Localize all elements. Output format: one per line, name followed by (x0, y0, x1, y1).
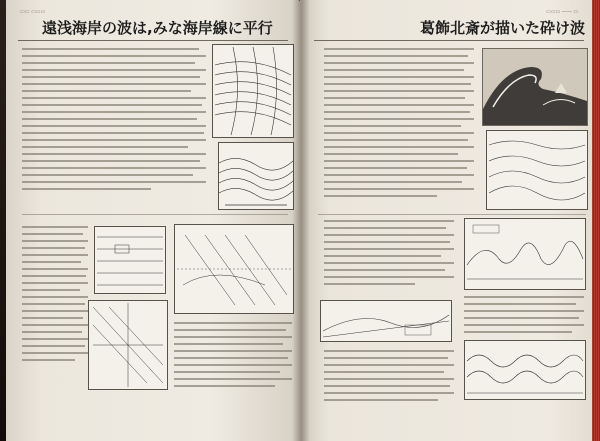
slope-drawing (321, 301, 451, 341)
depth-diagram (94, 226, 166, 294)
right-body-text (324, 48, 474, 202)
grid-drawing (89, 301, 167, 389)
great-wave-print (482, 48, 588, 126)
left-lower-text (22, 226, 88, 366)
ray-drawing (175, 225, 293, 313)
right-section-rule (318, 214, 586, 215)
breaking-wave-profiles (486, 130, 588, 210)
page-edges (592, 0, 600, 441)
right-page (300, 0, 594, 441)
wave-refraction-figure-top (212, 44, 294, 138)
book-gutter (292, 0, 310, 441)
refraction-grid-diagram (88, 300, 168, 390)
breaker-shape-diagram (464, 218, 586, 290)
right-running-head: ▭▭▭ ―― ▭ (546, 9, 579, 15)
left-page-title: 遠浅海岸の波は,みな海岸線に平行 (42, 19, 273, 37)
left-lower-right-text (174, 322, 292, 392)
right-lower-text-top (324, 220, 454, 290)
right-page-title: 葛飾北斎が描いた砕け波 (420, 19, 586, 37)
beach-slope-diagram (320, 300, 452, 342)
right-lower-text-bottom (324, 350, 454, 406)
left-running-head: ▭▭ ▭▭▭ (20, 9, 46, 15)
right-lower-text-right (464, 296, 584, 338)
left-title-rule (18, 40, 288, 41)
depth-drawing (95, 227, 165, 293)
breaker-drawing (465, 219, 585, 289)
crest-drawing (219, 143, 293, 209)
surf-drawing (465, 341, 585, 399)
left-section-rule (22, 214, 288, 215)
profiles-drawing (487, 131, 587, 209)
left-body-text (22, 48, 206, 195)
wave-print-image (483, 49, 587, 125)
left-page (6, 0, 300, 441)
wave-ray-diagram (174, 224, 294, 314)
wave-crest-figure (218, 142, 294, 210)
surf-zone-diagram (464, 340, 586, 400)
refraction-lines-drawing (213, 45, 293, 137)
right-title-rule (314, 40, 584, 41)
